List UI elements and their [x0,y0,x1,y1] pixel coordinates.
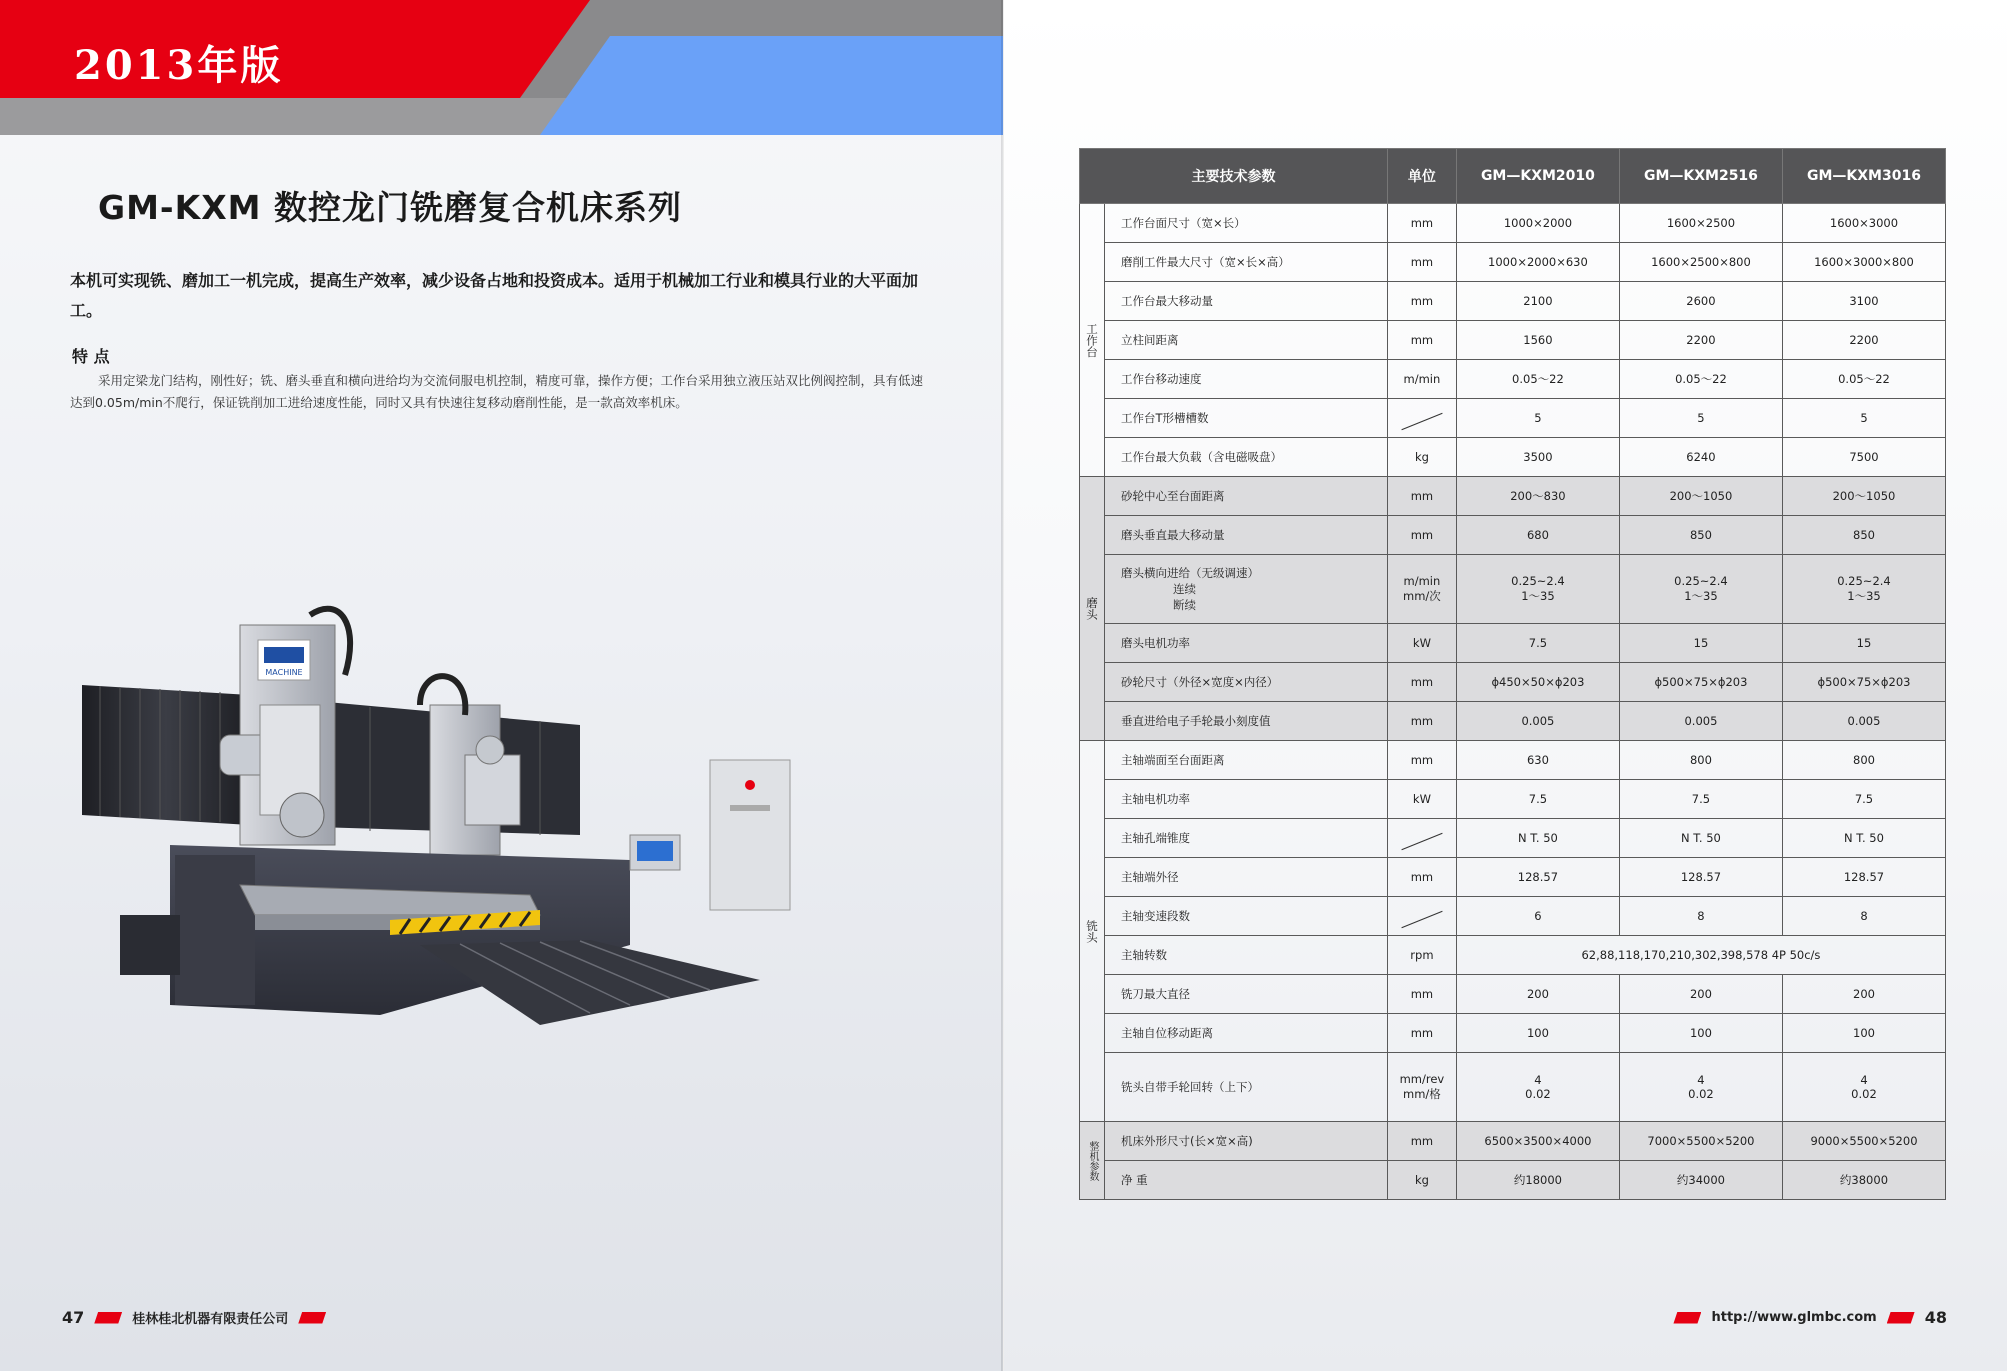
row-name: 机床外形尺寸(长×宽×高) [1105,1122,1388,1161]
row-unit: mm [1387,858,1456,897]
cell: 800 [1619,741,1782,780]
cell: 1000×2000×630 [1456,243,1619,282]
row-unit: mm [1387,243,1456,282]
row-unit: mm [1387,204,1456,243]
table-row [1080,702,1946,741]
no-unit-slash [1387,897,1456,936]
header-model-1: GM—KXM2010 [1456,149,1619,204]
cell: 7500 [1782,438,1945,477]
cell: 200 [1619,975,1782,1014]
cell: 0.25~2.4 1～35 [1619,555,1782,624]
red-flag-icon [1887,1312,1915,1324]
cell: 128.57 [1782,858,1945,897]
row-unit: mm [1387,282,1456,321]
row-name: 工作台移动速度 [1105,360,1388,399]
cell: 0.05～22 [1456,360,1619,399]
cell: 4 0.02 [1782,1053,1945,1122]
row-unit: kg [1387,1161,1456,1200]
cell: N T. 50 [1456,819,1619,858]
cell: 1600×3000 [1782,204,1945,243]
row-name: 主轴端面至台面距离 [1105,741,1388,780]
cell: 800 [1782,741,1945,780]
cell: 200～1050 [1619,477,1782,516]
cell: 200 [1456,975,1619,1014]
row-unit: mm [1387,477,1456,516]
cell: 8 [1619,897,1782,936]
row-unit: kg [1387,438,1456,477]
table-row [1080,897,1946,936]
cell: 15 [1619,624,1782,663]
cell: 200～830 [1456,477,1619,516]
table-row [1080,360,1946,399]
page-number-left: 47 [62,1308,85,1327]
cell: 100 [1456,1014,1619,1053]
right-footer [1673,1308,1947,1327]
left-page [0,0,1003,1371]
cell: 约18000 [1456,1161,1619,1200]
cell: 7.5 [1456,624,1619,663]
spec-table [1079,148,1946,1200]
cell: ϕ500×75×ϕ203 [1619,663,1782,702]
row-name-main: 磨头横向进给（无级调速） [1121,566,1259,580]
table-row [1080,780,1946,819]
table-row [1080,1014,1946,1053]
row-name: 净 重 [1105,1161,1388,1200]
cell: 0.05～22 [1619,360,1782,399]
cell: 4 0.02 [1456,1053,1619,1122]
row-name [1105,555,1388,624]
row-unit: mm/rev mm/格 [1387,1053,1456,1122]
cell: 0.05～22 [1782,360,1945,399]
header-banner-blue [540,36,1003,135]
cell: 1560 [1456,321,1619,360]
row-name: 工作台T形槽槽数 [1105,399,1388,438]
cell: 3500 [1456,438,1619,477]
no-unit-slash [1387,819,1456,858]
cell: 4 0.02 [1619,1053,1782,1122]
cell: 200～1050 [1782,477,1945,516]
row-unit: mm [1387,663,1456,702]
left-footer [62,1308,326,1327]
cell: 680 [1456,516,1619,555]
row-name: 铣刀最大直径 [1105,975,1388,1014]
right-page [1004,0,2007,1371]
cell: 5 [1619,399,1782,438]
cell-span: 62,88,118,170,210,302,398,578 4P 50c/s [1456,936,1945,975]
row-unit: mm [1387,702,1456,741]
table-row [1080,975,1946,1014]
cell: 1600×3000×800 [1782,243,1945,282]
table-row [1080,1053,1946,1122]
cell: 约34000 [1619,1161,1782,1200]
row-name-sub: 连续 [1173,582,1196,596]
cell: 7.5 [1619,780,1782,819]
cell: 850 [1782,516,1945,555]
features-heading: 特 点 [72,347,110,366]
group-grinding: 磨头 [1080,477,1105,741]
cell: 100 [1782,1014,1945,1053]
table-row [1080,819,1946,858]
red-flag-icon [298,1312,326,1324]
table-row [1080,1161,1946,1200]
edition-year: 2013年版 [74,42,284,89]
row-name: 磨削工件最大尺寸（宽×长×高） [1105,243,1388,282]
cell: 1600×2500×800 [1619,243,1782,282]
row-name: 工作台最大移动量 [1105,282,1388,321]
table-row [1080,282,1946,321]
table-header-row [1080,149,1946,204]
group-worktable: 工作台 [1080,204,1105,477]
table-row [1080,663,1946,702]
header-model-3: GM—KXM3016 [1782,149,1945,204]
header-param: 主要技术参数 [1080,149,1388,204]
header-model-2: GM—KXM2516 [1619,149,1782,204]
row-name: 主轴端外径 [1105,858,1388,897]
header-unit: 单位 [1387,149,1456,204]
cell: 6500×3500×4000 [1456,1122,1619,1161]
table-row [1080,516,1946,555]
cell: 7000×5500×5200 [1619,1122,1782,1161]
page-number-right: 48 [1924,1308,1947,1327]
cell: 约38000 [1782,1161,1945,1200]
row-name: 工作台最大负载（含电磁吸盘） [1105,438,1388,477]
row-unit: mm [1387,741,1456,780]
row-unit: mm [1387,1014,1456,1053]
cell: 6 [1456,897,1619,936]
table-row [1080,477,1946,516]
row-unit: m/min mm/次 [1387,555,1456,624]
cell: 0.25~2.4 1～35 [1456,555,1619,624]
cell: 5 [1782,399,1945,438]
row-unit: m/min [1387,360,1456,399]
cell: 5 [1456,399,1619,438]
company-name: 桂林桂北机器有限责任公司 [132,1312,289,1327]
cell: 3100 [1782,282,1945,321]
table-row [1080,741,1946,780]
row-name: 主轴变速段数 [1105,897,1388,936]
group-machine: 整机参数 [1080,1122,1105,1200]
row-unit: kW [1387,624,1456,663]
row-unit: mm [1387,321,1456,360]
page-title: GM-KXM 数控龙门铣磨复合机床系列 [98,188,682,227]
cell: 0.005 [1456,702,1619,741]
cell: 0.005 [1619,702,1782,741]
cell: 630 [1456,741,1619,780]
red-flag-icon [1673,1312,1701,1324]
row-name: 砂轮中心至台面距离 [1105,477,1388,516]
machine-logo: MACHINE [265,668,303,677]
intro-paragraph: 本机可实现铣、磨加工一机完成，提高生产效率，减少设备占地和投资成本。适用于机械加工行业和模具行业的大平面加工。 [70,271,919,320]
row-name: 主轴电机功率 [1105,780,1388,819]
cell: 7.5 [1456,780,1619,819]
row-name: 磨头垂直最大移动量 [1105,516,1388,555]
cell: 8 [1782,897,1945,936]
features-paragraph: 采用定梁龙门结构，刚性好；铣、磨头垂直和横向进给均为交流伺服电机控制，精度可靠，操作方便；工作台采用独立液压站双比例阀控制，具有低速达到0.05m/min不爬行，保证铣削加工进给速度性能，同时又具有快速往复移动磨削性能，是一款高效率机床。 [70,373,924,410]
cell: 2200 [1782,321,1945,360]
table-row [1080,399,1946,438]
table-row [1080,204,1946,243]
row-name-sub: 断续 [1173,598,1196,612]
row-name: 主轴自位移动距离 [1105,1014,1388,1053]
red-flag-icon [94,1312,122,1324]
cell: 200 [1782,975,1945,1014]
row-name: 垂直进给电子手轮最小刻度值 [1105,702,1388,741]
cell: 1600×2500 [1619,204,1782,243]
row-name: 主轴转数 [1105,936,1388,975]
table-row [1080,624,1946,663]
cell: 7.5 [1782,780,1945,819]
row-name: 磨头电机功率 [1105,624,1388,663]
cell: 2600 [1619,282,1782,321]
table-row [1080,858,1946,897]
cell: 6240 [1619,438,1782,477]
cell: 850 [1619,516,1782,555]
table-row [1080,936,1946,975]
table-row [1080,243,1946,282]
row-unit: mm [1387,975,1456,1014]
cell: 128.57 [1456,858,1619,897]
cell: 1000×2000 [1456,204,1619,243]
group-milling: 铣头 [1080,741,1105,1122]
row-unit: mm [1387,516,1456,555]
cell: 2100 [1456,282,1619,321]
table-row [1080,1122,1946,1161]
row-unit: kW [1387,780,1456,819]
row-name: 立柱间距离 [1105,321,1388,360]
cell: 0.005 [1782,702,1945,741]
row-name: 主轴孔端锥度 [1105,819,1388,858]
cell: ϕ500×75×ϕ203 [1782,663,1945,702]
table-row [1080,321,1946,360]
website-link[interactable]: http://www.glmbc.com [1711,1310,1877,1325]
machine-illustration [70,585,930,1085]
cell: 2200 [1619,321,1782,360]
row-name: 工作台面尺寸（宽×长） [1105,204,1388,243]
row-name: 铣头自带手轮回转（上下） [1105,1053,1388,1122]
row-unit: mm [1387,1122,1456,1161]
cell: 128.57 [1619,858,1782,897]
table-row [1080,555,1946,624]
cell: 100 [1619,1014,1782,1053]
no-unit-slash [1387,399,1456,438]
table-row [1080,438,1946,477]
row-name: 砂轮尺寸（外径×宽度×内径） [1105,663,1388,702]
cell: 9000×5500×5200 [1782,1122,1945,1161]
cell: ϕ450×50×ϕ203 [1456,663,1619,702]
row-unit: rpm [1387,936,1456,975]
cell: N T. 50 [1619,819,1782,858]
milling-head [465,755,520,825]
cell: 0.25~2.4 1～35 [1782,555,1945,624]
cell: N T. 50 [1782,819,1945,858]
cell: 15 [1782,624,1945,663]
